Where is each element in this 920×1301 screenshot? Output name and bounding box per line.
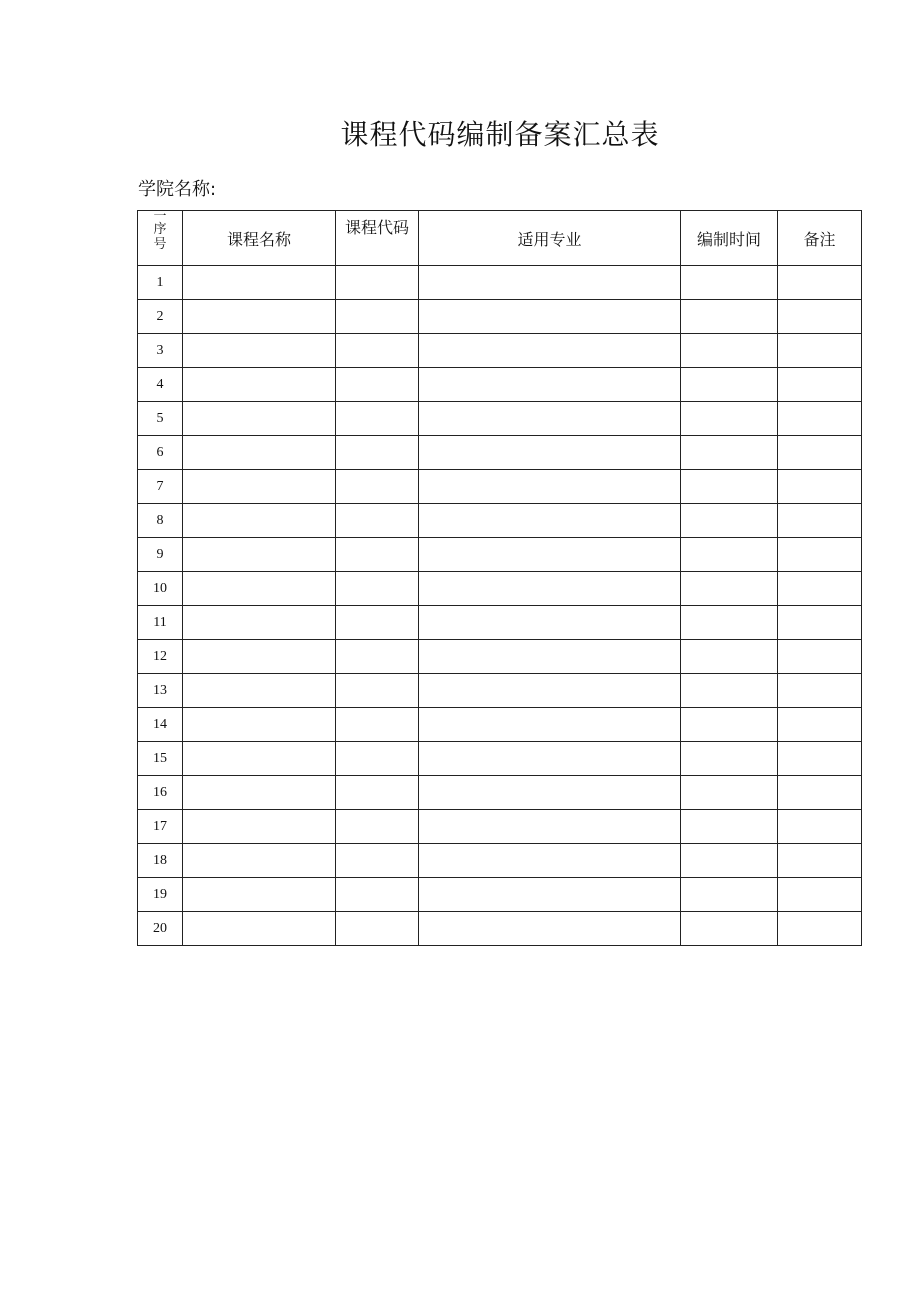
remarks-cell[interactable] (778, 742, 862, 776)
table-row (138, 606, 862, 640)
remarks-cell[interactable] (778, 912, 862, 946)
table-row (138, 436, 862, 470)
compile-time-cell[interactable] (681, 810, 778, 844)
table-row (138, 776, 862, 810)
course-code-cell[interactable] (336, 912, 419, 946)
seq-header-dash: 一 (153, 209, 167, 224)
table-row (138, 470, 862, 504)
header-compile-time: 编制时间 (681, 211, 778, 266)
major-cell[interactable] (419, 674, 681, 708)
table-header-row (138, 211, 862, 266)
course-code-cell[interactable] (336, 300, 419, 334)
table-row (138, 504, 862, 538)
remarks-cell[interactable] (778, 266, 862, 300)
compile-time-cell[interactable] (681, 640, 778, 674)
major-cell[interactable] (419, 300, 681, 334)
compile-time-cell[interactable] (681, 572, 778, 606)
course-name-cell[interactable] (183, 368, 336, 402)
course-code-cell[interactable] (336, 708, 419, 742)
table-row (138, 844, 862, 878)
header-seq (138, 211, 183, 266)
seq-cell: 6 (138, 436, 183, 470)
remarks-cell[interactable] (778, 844, 862, 878)
major-cell[interactable] (419, 538, 681, 572)
seq-cell: 14 (138, 708, 183, 742)
header-course-name: 课程名称 (183, 211, 336, 266)
compile-time-cell[interactable] (681, 742, 778, 776)
course-code-cell[interactable] (336, 334, 419, 368)
compile-time-cell[interactable] (681, 708, 778, 742)
remarks-cell[interactable] (778, 674, 862, 708)
remarks-cell[interactable] (778, 436, 862, 470)
compile-time-cell[interactable] (681, 878, 778, 912)
course-code-cell[interactable] (336, 878, 419, 912)
compile-time-cell[interactable] (681, 334, 778, 368)
major-cell[interactable] (419, 912, 681, 946)
table-row (138, 334, 862, 368)
seq-cell: 4 (138, 368, 183, 402)
course-code-cell[interactable] (336, 266, 419, 300)
table-row (138, 368, 862, 402)
course-name-cell[interactable] (183, 266, 336, 300)
table-row (138, 402, 862, 436)
course-code-cell[interactable] (336, 572, 419, 606)
course-code-cell[interactable] (336, 606, 419, 640)
compile-time-cell[interactable] (681, 606, 778, 640)
course-name-cell[interactable] (183, 300, 336, 334)
table-row (138, 912, 862, 946)
page-title: 课程代码编制备案汇总表 (340, 118, 660, 151)
course-name-cell[interactable] (183, 878, 336, 912)
table-row (138, 300, 862, 334)
seq-cell: 9 (138, 538, 183, 572)
course-code-cell[interactable] (336, 538, 419, 572)
table-body (138, 266, 862, 946)
major-cell[interactable] (419, 368, 681, 402)
course-name-cell[interactable] (183, 708, 336, 742)
header-major: 适用专业 (419, 211, 681, 266)
compile-time-cell[interactable] (681, 470, 778, 504)
table-row (138, 878, 862, 912)
course-name-cell[interactable] (183, 810, 336, 844)
course-name-cell[interactable] (183, 640, 336, 674)
seq-cell: 18 (138, 844, 183, 878)
table-row (138, 266, 862, 300)
course-code-cell[interactable] (336, 844, 419, 878)
compile-time-cell[interactable] (681, 776, 778, 810)
major-cell[interactable] (419, 844, 681, 878)
remarks-cell[interactable] (778, 402, 862, 436)
major-cell[interactable] (419, 470, 681, 504)
course-name-cell[interactable] (183, 538, 336, 572)
course-code-cell[interactable] (336, 368, 419, 402)
seq-cell: 17 (138, 810, 183, 844)
remarks-cell[interactable] (778, 606, 862, 640)
table-row (138, 572, 862, 606)
course-name-cell[interactable] (183, 606, 336, 640)
major-cell[interactable] (419, 402, 681, 436)
remarks-cell[interactable] (778, 878, 862, 912)
major-cell[interactable] (419, 334, 681, 368)
major-cell[interactable] (419, 436, 681, 470)
remarks-cell[interactable] (778, 538, 862, 572)
compile-time-cell[interactable] (681, 368, 778, 402)
college-name-label: 学院名称: (138, 179, 217, 200)
compile-time-cell[interactable] (681, 300, 778, 334)
major-cell[interactable] (419, 640, 681, 674)
major-cell[interactable] (419, 572, 681, 606)
table-row (138, 742, 862, 776)
course-name-cell[interactable] (183, 844, 336, 878)
seq-cell: 5 (138, 402, 183, 436)
remarks-cell[interactable] (778, 504, 862, 538)
course-code-table (137, 210, 862, 946)
remarks-cell[interactable] (778, 708, 862, 742)
compile-time-cell[interactable] (681, 844, 778, 878)
header-course-code: 课程代码 (336, 211, 419, 266)
course-name-cell[interactable] (183, 436, 336, 470)
table-row (138, 538, 862, 572)
major-cell[interactable] (419, 776, 681, 810)
table-row (138, 674, 862, 708)
course-name-cell[interactable] (183, 572, 336, 606)
seq-cell: 2 (138, 300, 183, 334)
course-name-cell[interactable] (183, 402, 336, 436)
seq-cell: 19 (138, 878, 183, 912)
remarks-cell[interactable] (778, 470, 862, 504)
compile-time-cell[interactable] (681, 538, 778, 572)
major-cell[interactable] (419, 878, 681, 912)
course-code-cell[interactable] (336, 810, 419, 844)
course-code-cell[interactable] (336, 640, 419, 674)
course-name-cell[interactable] (183, 504, 336, 538)
course-name-cell[interactable] (183, 776, 336, 810)
seq-cell: 12 (138, 640, 183, 674)
course-code-cell[interactable] (336, 742, 419, 776)
seq-cell: 7 (138, 470, 183, 504)
course-name-cell[interactable] (183, 742, 336, 776)
seq-cell: 13 (138, 674, 183, 708)
major-cell[interactable] (419, 606, 681, 640)
course-name-cell[interactable] (183, 334, 336, 368)
remarks-cell[interactable] (778, 776, 862, 810)
remarks-cell[interactable] (778, 572, 862, 606)
table-row (138, 640, 862, 674)
seq-cell: 16 (138, 776, 183, 810)
compile-time-cell[interactable] (681, 504, 778, 538)
course-code-cell[interactable] (336, 504, 419, 538)
compile-time-cell[interactable] (681, 402, 778, 436)
seq-cell: 1 (138, 266, 183, 300)
remarks-cell[interactable] (778, 810, 862, 844)
course-code-cell[interactable] (336, 402, 419, 436)
seq-cell: 20 (138, 912, 183, 946)
course-code-cell[interactable] (336, 436, 419, 470)
seq-cell: 15 (138, 742, 183, 776)
seq-cell: 10 (138, 572, 183, 606)
major-cell[interactable] (419, 810, 681, 844)
remarks-cell[interactable] (778, 300, 862, 334)
seq-cell: 11 (138, 606, 183, 640)
seq-cell: 3 (138, 334, 183, 368)
major-cell[interactable] (419, 266, 681, 300)
seq-header-label: 序号 (153, 222, 167, 252)
major-cell[interactable] (419, 742, 681, 776)
remarks-cell[interactable] (778, 640, 862, 674)
course-name-cell[interactable] (183, 912, 336, 946)
seq-cell: 8 (138, 504, 183, 538)
compile-time-cell[interactable] (681, 266, 778, 300)
remarks-cell[interactable] (778, 334, 862, 368)
course-name-cell[interactable] (183, 470, 336, 504)
compile-time-cell[interactable] (681, 674, 778, 708)
table-row (138, 810, 862, 844)
course-code-cell[interactable] (336, 776, 419, 810)
major-cell[interactable] (419, 504, 681, 538)
table-row (138, 708, 862, 742)
course-code-cell[interactable] (336, 674, 419, 708)
major-cell[interactable] (419, 708, 681, 742)
remarks-cell[interactable] (778, 368, 862, 402)
compile-time-cell[interactable] (681, 912, 778, 946)
course-name-cell[interactable] (183, 674, 336, 708)
course-code-cell[interactable] (336, 470, 419, 504)
compile-time-cell[interactable] (681, 436, 778, 470)
header-remarks: 备注 (778, 211, 862, 266)
